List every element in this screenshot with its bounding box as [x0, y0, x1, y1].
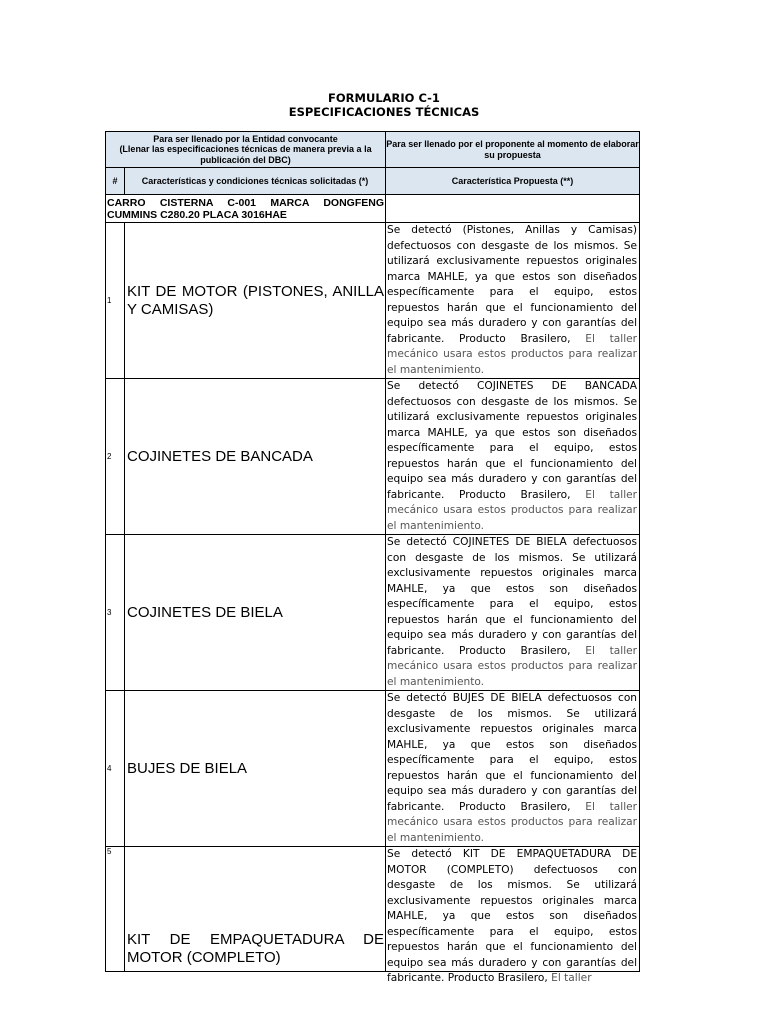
row-proposal[interactable]: [386, 691, 640, 847]
form-title-line1: FORMULARIO C-1: [328, 91, 440, 105]
column-proposal: Característica Propuesta (**): [386, 168, 640, 195]
row-proposal-note: El taller mecánico usara estos productos para realizar el mantenimiento.: [387, 644, 638, 688]
row-number: 5: [106, 847, 125, 972]
table-row: [106, 379, 640, 535]
row-number: 2: [106, 379, 125, 535]
form-title: [0, 91, 768, 119]
row-proposal[interactable]: [386, 535, 640, 691]
column-number: #: [106, 168, 125, 195]
row-proposal-text: Se detectó COJINETES DE BANCADA defectuosos con desgaste de los mismos. Se utilizará exclusivamente repuestos originales marca MAHLE, ya que estos son diseñados específicamente para el equipo, estos repuestos harán que el funcionamiento del equipo sea más duradero y con garantías del fabricante. Producto Brasilero,: [387, 380, 638, 501]
header-entity-line1: Para ser llenado por la Entidad convocante: [153, 133, 338, 144]
row-proposal[interactable]: [386, 847, 640, 984]
row-proposal[interactable]: [386, 223, 640, 379]
row-item: KIT DE MOTOR (PISTONES, ANILLA Y CAMISAS): [125, 223, 386, 379]
column-characteristics: Características y condiciones técnicas solicitadas (*): [125, 168, 386, 195]
row-number: 1: [106, 223, 125, 379]
row-proposal-note: El taller mecánico usara estos productos para realizar el mantenimiento.: [387, 488, 638, 532]
vehicle-proposal-cell[interactable]: [386, 195, 640, 223]
table-row: [106, 847, 640, 972]
header-proponent: Para ser llenado por el proponente al momento de elaborar su propuesta: [386, 132, 640, 168]
row-proposal-text: Se detectó (Pistones, Anillas y Camisas) defectuosos con desgaste de los mismos. Se utilizará exclusivamente repuestos originales marca MAHLE, ya que estos son diseñados específicamente para el equipo, estos repuestos harán que el funcionamiento del equipo sea más duradero y con garantías del fabricante. Producto Brasilero,: [387, 224, 638, 345]
row-item: COJINETES DE BIELA: [125, 535, 386, 691]
vehicle-title: [106, 195, 386, 223]
row-proposal-text: Se detectó KIT DE EMPAQUETADURA DE MOTOR (COMPLETO) defectuosos con desgaste de los mismos. Se utilizará exclusivamente repuestos originales marca MAHLE, ya que estos son diseñados específicamente para el equipo, estos repuestos harán que el funcionamiento del equipo sea más duradero y con garantías del fabricante. Producto Brasilero,: [387, 848, 638, 984]
specifications-table: [105, 131, 640, 984]
row-proposal[interactable]: [386, 379, 640, 535]
row-item: BUJES DE BIELA: [125, 691, 386, 847]
header-entity-line2: (Llenar las especificaciones técnicas de manera previa a la publicación del DBC): [119, 144, 372, 165]
row-proposal-text: Se detectó COJINETES DE BIELA defectuosos con desgaste de los mismos. Se utilizará exclusivamente repuestos originales marca MAHLE, ya que estos son diseñados específicamente para el equipo, estos repuestos harán que el funcionamiento del equipo sea más duradero y con garantías del fabricante. Producto Brasilero,: [387, 536, 638, 657]
row-proposal-note: El taller: [547, 972, 592, 984]
table-row: [106, 535, 640, 691]
row-number: 3: [106, 535, 125, 691]
row-number: 4: [106, 691, 125, 847]
vehicle-title-line1: CARRO CISTERNA C-001 MARCA DONGFENG: [107, 197, 385, 209]
row-proposal-text: Se detectó BUJES DE BIELA defectuosos con desgaste de los mismos. Se utilizará exclusivamente repuestos originales marca MAHLE, ya que estos son diseñados específicamente para el equipo, estos repuestos harán que el funcionamiento del equipo sea más duradero y con garantías del fabricante. Producto Brasilero,: [387, 692, 638, 813]
row-proposal-note: El taller mecánico usara estos productos para realizar el mantenimiento.: [387, 332, 638, 376]
form-title-line2: ESPECIFICACIONES TÉCNICAS: [288, 105, 480, 119]
row-item: KIT DE EMPAQUETADURA DE MOTOR (COMPLETO): [125, 847, 386, 972]
vehicle-title-line2: CUMMINS C280.20 PLACA 3016HAE: [107, 209, 287, 221]
header-entity: [106, 132, 386, 168]
row-item: COJINETES DE BANCADA: [125, 379, 386, 535]
row-proposal-note: El taller mecánico usara estos productos para realizar el mantenimiento.: [387, 800, 638, 844]
table-row: [106, 691, 640, 847]
table-row: [106, 223, 640, 379]
